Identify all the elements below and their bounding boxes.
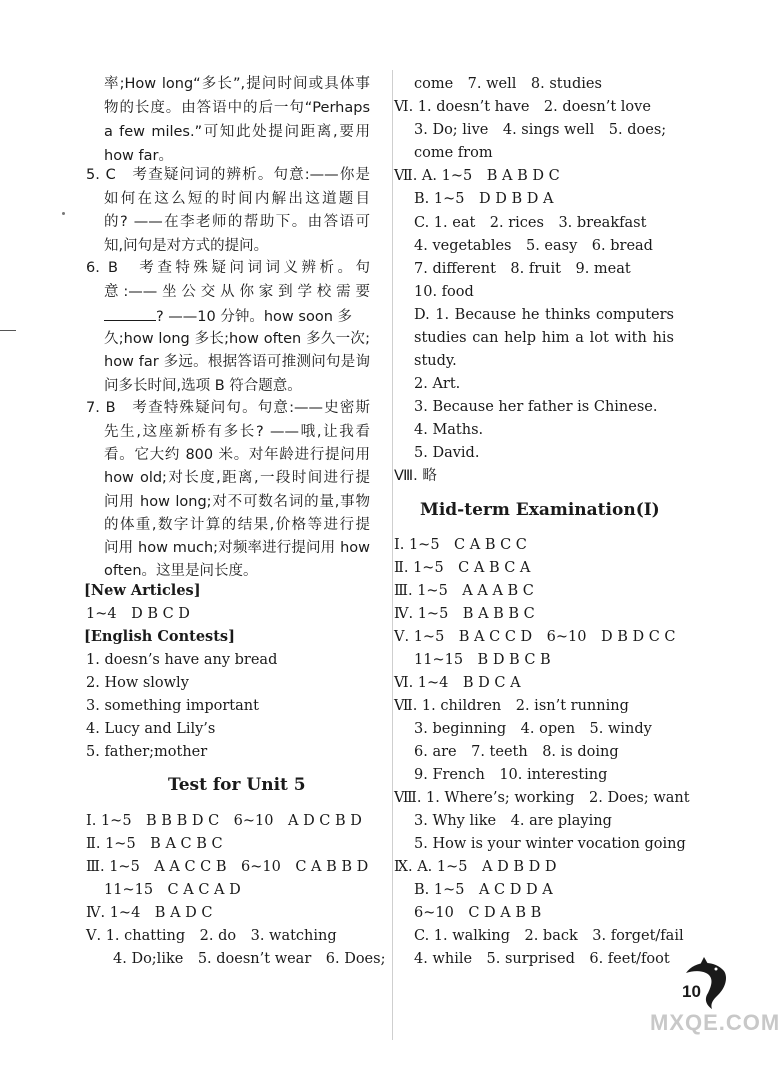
mid-line-10: 6. are 7. teeth 8. is doing (414, 744, 619, 760)
item6-line-2: 意:——坐公交从你家到学校需要 (104, 284, 370, 300)
item6-line-6: 问多长时间,选项 B 符合题意。 (104, 378, 302, 394)
mid-line-18: C. 1. walking 2. back 3. forget/fail (414, 928, 684, 944)
right-line-9: 7. different 8. fruit 9. meat (414, 261, 631, 277)
right-line-3: 3. Do; live 4. sings well 5. does; (414, 122, 667, 138)
mid-line-5: Ⅴ. 1~5 B A C C D 6~10 D B D C C (394, 629, 676, 645)
new-articles-answer: 1~4 D B C D (86, 606, 190, 622)
contest-item-2: 2. How slowly (86, 675, 189, 691)
right-line-2: Ⅵ. 1. doesn’t have 2. doesn’t love (394, 99, 651, 115)
mid-line-9: 3. beginning 4. open 5. windy (414, 721, 652, 737)
item7-line-5: 问用 how long;对不可数名词的量,事物 (104, 494, 370, 510)
right-line-6: B. 1~5 D D B D A (414, 191, 554, 207)
mid-term-title: Mid-term Examination(Ⅰ) (420, 500, 660, 520)
mid-line-11: 9. French 10. interesting (414, 767, 608, 783)
mid-line-7: Ⅵ. 1~4 B D C A (394, 675, 521, 691)
item7-line-2: 先生,这座新桥有多长? ——哦,让我看 (104, 424, 370, 440)
contest-item-1: 1. doesn’s have any bread (86, 652, 278, 668)
para1-line-4: how far。 (104, 148, 173, 164)
mid-line-3: Ⅲ. 1~5 A A A B C (394, 583, 534, 599)
column-divider (392, 70, 393, 1040)
mid-line-19: 4. while 5. surprised 6. feet/foot (414, 951, 670, 967)
item5-line-2: 如何在这么短的时间内解出这道题目 (104, 191, 370, 207)
right-line-15: 3. Because her father is Chinese. (414, 399, 658, 415)
item6-line-1: 6. B 考查特殊疑问词词义辨析。句 (86, 260, 370, 276)
margin-dot (62, 212, 65, 215)
item6-line-3-text: ? ——10 分钟。how soon 多 (156, 309, 352, 325)
mid-line-8: Ⅶ. 1. children 2. isn’t running (394, 698, 629, 714)
mid-line-4: Ⅳ. 1~5 B A B B C (394, 606, 535, 622)
right-line-7: C. 1. eat 2. rices 3. breakfast (414, 215, 647, 231)
english-contests-label: English Contests (90, 628, 229, 645)
mid-line-15: Ⅸ. A. 1~5 A D B D D (394, 859, 557, 875)
mid-line-12: Ⅷ. 1. Where’s; working 2. Does; want (394, 790, 690, 806)
mid-line-16: B. 1~5 A C D D A (414, 882, 553, 898)
right-line-18: Ⅷ. 略 (394, 468, 437, 484)
page-number: 10 (682, 982, 701, 1001)
contest-item-4: 4. Lucy and Lily’s (86, 721, 216, 737)
right-line-17: 5. David. (414, 445, 480, 461)
mid-line-14: 5. How is your winter vocation going (414, 836, 686, 852)
right-line-13: study. (414, 353, 457, 369)
test-line-7: 4. Do;like 5. doesn’t wear 6. Does; (113, 951, 386, 967)
item7-line-3: 看。它大约 800 米。对年龄进行提问用 (104, 447, 370, 463)
item7-line-7: 问用 how much;对频率进行提问用 how (104, 540, 370, 556)
contest-item-3: 3. something important (86, 698, 259, 714)
test-line-3: Ⅲ. 1~5 A A C C B 6~10 C A B B D (86, 859, 369, 875)
right-line-1: come 7. well 8. studies (414, 76, 602, 92)
item7-line-8: often。这里是问长度。 (104, 563, 258, 579)
right-line-14: 2. Art. (414, 376, 461, 392)
right-line-16: 4. Maths. (414, 422, 484, 438)
right-line-10: 10. food (414, 284, 474, 300)
item5-line-1: 5. C 考查疑问词的辨析。句意:——你是 (86, 167, 370, 183)
test-line-5: Ⅳ. 1~4 B A D C (86, 905, 213, 921)
english-contests-heading: [English Contests] (84, 628, 235, 645)
test-line-1: Ⅰ. 1~5 B B B D C 6~10 A D C B D (86, 813, 362, 829)
mid-line-6: 11~15 B D B C B (414, 652, 551, 668)
new-articles-heading: [New Articles] (84, 582, 201, 599)
new-articles-label: New Articles (90, 582, 194, 599)
mid-line-2: Ⅱ. 1~5 C A B C A (394, 560, 531, 576)
test-line-2: Ⅱ. 1~5 B A C B C (86, 836, 223, 852)
right-line-4: come from (414, 145, 493, 161)
para1-line-1: 率;How long“多长”,提问时间或具体事 (104, 76, 370, 92)
watermark: MXQE.COM (650, 1010, 780, 1035)
right-line-5: Ⅶ. A. 1~5 B A B D C (394, 168, 560, 184)
item5-line-3: 的? ——在李老师的帮助下。由答语可 (104, 214, 370, 230)
mid-line-1: Ⅰ. 1~5 C A B C C (394, 537, 527, 553)
margin-mark (0, 330, 16, 331)
item5-line-4: 知,问句是对方式的提问。 (104, 238, 269, 254)
item7-line-1: 7. B 考查特殊疑问句。句意:——史密斯 (86, 400, 370, 416)
mid-line-17: 6~10 C D A B B (414, 905, 542, 921)
para1-line-2: 物的长度。由答语中的后一句“Perhaps (104, 100, 370, 116)
test-unit-title: Test for Unit 5 (168, 775, 306, 795)
mid-line-13: 3. Why like 4. are playing (414, 813, 612, 829)
answer-blank (104, 306, 156, 321)
test-line-4: 11~15 C A C A D (104, 882, 241, 898)
right-line-8: 4. vegetables 5. easy 6. bread (414, 238, 653, 254)
contest-item-5: 5. father;mother (86, 744, 208, 760)
right-line-11: D. 1. Because he thinks computers (414, 307, 674, 323)
right-line-12: studies can help him a lot with his (414, 330, 674, 346)
test-line-6: Ⅴ. 1. chatting 2. do 3. watching (86, 928, 337, 944)
item6-line-3 (104, 306, 352, 327)
item6-line-5: how far 多远。根据答语可推测问句是询 (104, 354, 370, 370)
item6-line-4: 久;how long 多长;how often 多久一次; (104, 331, 370, 347)
item7-line-4: how old;对长度,距离,一段时间进行提 (104, 470, 370, 486)
item7-line-6: 的体重,数字计算的结果,价格等进行提 (104, 517, 370, 533)
para1-line-3: a few miles.”可知此处提问距离,要用 (104, 124, 370, 140)
